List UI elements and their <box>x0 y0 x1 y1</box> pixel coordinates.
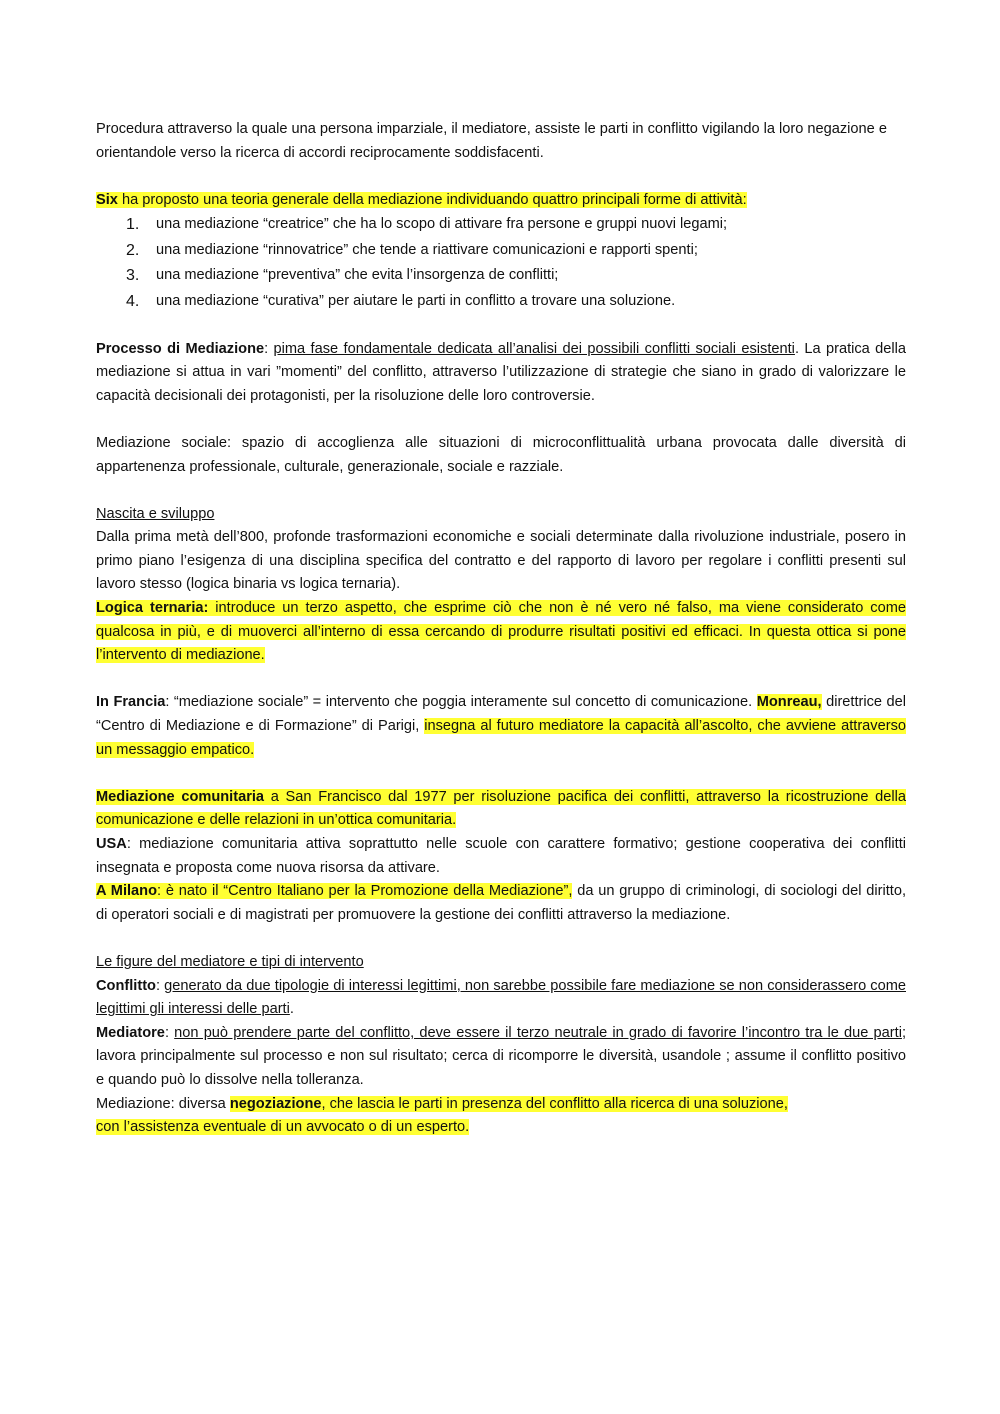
milano-paragraph <box>96 880 906 927</box>
conflitto-paragraph <box>96 975 906 1022</box>
comunitaria-bold: Mediazione comunitaria <box>96 788 265 805</box>
list-item <box>126 238 906 263</box>
six-bold: Six <box>96 191 118 208</box>
list-item <box>126 289 906 314</box>
list-number: 4. <box>126 292 140 310</box>
processo-paragraph <box>96 338 906 409</box>
sociale-paragraph: Mediazione sociale: spazio di accoglienza alle situazioni di microconflittualità urbana provocata dalle diversità di appartenenza professionale, culturale, generazionale, sociale e razziale. <box>96 434 906 475</box>
list-number: 2. <box>126 241 140 259</box>
document-page <box>96 118 906 1140</box>
list-text: una mediazione “rinnovatrice” che tende a riattivare comunicazioni e rapporti spenti; <box>156 241 698 258</box>
conflitto-underlined: generato da due tipologie di interessi legittimi, non sarebbe possibile fare mediazione se non considerassero come legittimi gli interessi delle parti <box>96 977 906 1018</box>
comunitaria-text: a San Francisco dal 1977 per risoluzione pacifica dei conflitti, attraverso la ricostruzione della comunicazione e delle relazioni in un’ottica comunitaria. <box>96 788 906 829</box>
list-text: una mediazione “curativa” per aiutare le parti in conflitto a trovare una soluzione. <box>156 292 676 309</box>
francia-text2: direttrice del “Centro di Mediazione e di Formazione” di Parigi, <box>96 694 907 735</box>
conflitto-bold: Conflitto <box>96 977 156 994</box>
intro-paragraph: Procedura attraverso la quale una persona imparziale, il mediatore, assiste le parti in conflitto vigilando la loro negazione e orientandole verso la ricerca di accordi reciprocamente soddisfacenti. <box>96 121 887 161</box>
logica-bold: Logica ternaria: <box>96 600 209 617</box>
milano-highlight: : è nato il “Centro Italiano per la Promozione della Mediazione”, <box>157 883 573 900</box>
conflitto-colon: : <box>155 977 165 994</box>
logica-paragraph <box>96 597 906 668</box>
mediatore-underlined: non può prendere parte del conflitto, deve essere il terzo neutrale in grado di favorire l’incontro tra le due parti <box>174 1024 902 1041</box>
usa-paragraph <box>96 833 906 880</box>
usa-text: : mediazione comunitaria attiva soprattutto nelle scuole con carattere formativo; gestione cooperativa dei conflitti insegnata e proposta come nuova risorsa da attivare. <box>96 836 906 876</box>
figure-heading: Le figure del mediatore e tipi di intervento <box>96 953 364 970</box>
mediatore-colon: : <box>164 1024 175 1041</box>
forms-list <box>96 212 906 314</box>
milano-text: da un gruppo di criminologi, di sociologi del diritto, di operatori sociali e di magistrati per promuovere la gestione dei conflitti attraverso la mediazione. <box>96 883 907 923</box>
med-text: Mediazione: diversa <box>96 1095 230 1112</box>
mediatore-paragraph <box>96 1022 906 1093</box>
mediatore-bold: Mediatore <box>96 1024 165 1041</box>
list-number: 1. <box>126 216 140 234</box>
francia-highlight: insegna al futuro mediatore la capacità all’ascolto, che avviene attraverso un messaggio empatico. <box>96 718 906 758</box>
conflitto-end: . <box>289 1001 294 1018</box>
list-number: 3. <box>126 267 140 285</box>
processo-colon: : <box>264 340 274 357</box>
francia-paragraph <box>96 691 906 762</box>
logica-text: introduce un terzo aspetto, che esprime ciò che non è né vero né falso, ma viene considerato come qualcosa in più, e di muoverci all’interno di essa cercando di produrre risultati positivi ed efficaci. In questa ottica si pone l’intervento di mediazione. <box>96 600 906 664</box>
med-highlight-2: con l’assistenza eventuale di un avvocato o di un esperto. <box>96 1119 470 1136</box>
nascita-heading: Nascita e sviluppo <box>96 505 215 522</box>
processo-rest: . La pratica della mediazione si attua in vari ”momenti” del conflitto, attraverso l’utilizzazione di strategie che siano in grado di valorizzare le capacità decisionali dei protagonisti, per la risoluzione delle loro controversie. <box>96 340 907 404</box>
list-text: una mediazione “preventiva” che evita l’insorgenza de conflitti; <box>156 267 559 284</box>
processo-underlined: pima fase fondamentale dedicata all’analisi dei possibili conflitti sociali esistenti <box>273 340 795 357</box>
nascita-paragraph: Dalla prima metà dell’800, profonde trasformazioni economiche e sociali determinate dalla rivoluzione industriale, posero in primo piano l’esigenza di una disciplina specifica del contratto e del rapporto di lavoro per regolare i conflitti presenti sul lavoro stesso (logica binaria vs logica ternaria). <box>96 529 906 593</box>
negoziazione-bold: negoziazione <box>229 1095 322 1112</box>
milano-bold: A Milano <box>96 883 158 900</box>
med-highlight-1: , che lascia le parti in presenza del conflitto alla ricerca di una soluzione, <box>321 1095 788 1112</box>
negoziazione-line-2 <box>96 1116 906 1140</box>
negoziazione-paragraph <box>96 1093 906 1117</box>
list-item <box>126 263 906 288</box>
usa-bold: USA <box>96 836 127 852</box>
francia-text1: : “mediazione sociale” = intervento che poggia interamente sul concetto di comunicazione. <box>165 694 757 711</box>
monreau-bold: Monreau, <box>756 694 822 711</box>
list-text: una mediazione “creatrice” che ha lo scopo di attivare fra persone e gruppi nuovi legami; <box>156 216 728 233</box>
six-text: ha proposto una teoria generale della mediazione individuando quattro principali forme di attività: <box>117 191 747 208</box>
comunitaria-paragraph <box>96 786 906 833</box>
list-item <box>126 212 906 237</box>
six-paragraph <box>96 189 906 213</box>
francia-bold: In Francia <box>96 694 166 711</box>
mediatore-text: ; lavora principalmente sul processo e non sul risultato; cerca di ricomporre le diversità, usandole ; assume il conflitto positivo e quando può lo dissolve nella tolleranza. <box>96 1024 907 1088</box>
processo-bold: Processo di Mediazione <box>96 340 265 357</box>
